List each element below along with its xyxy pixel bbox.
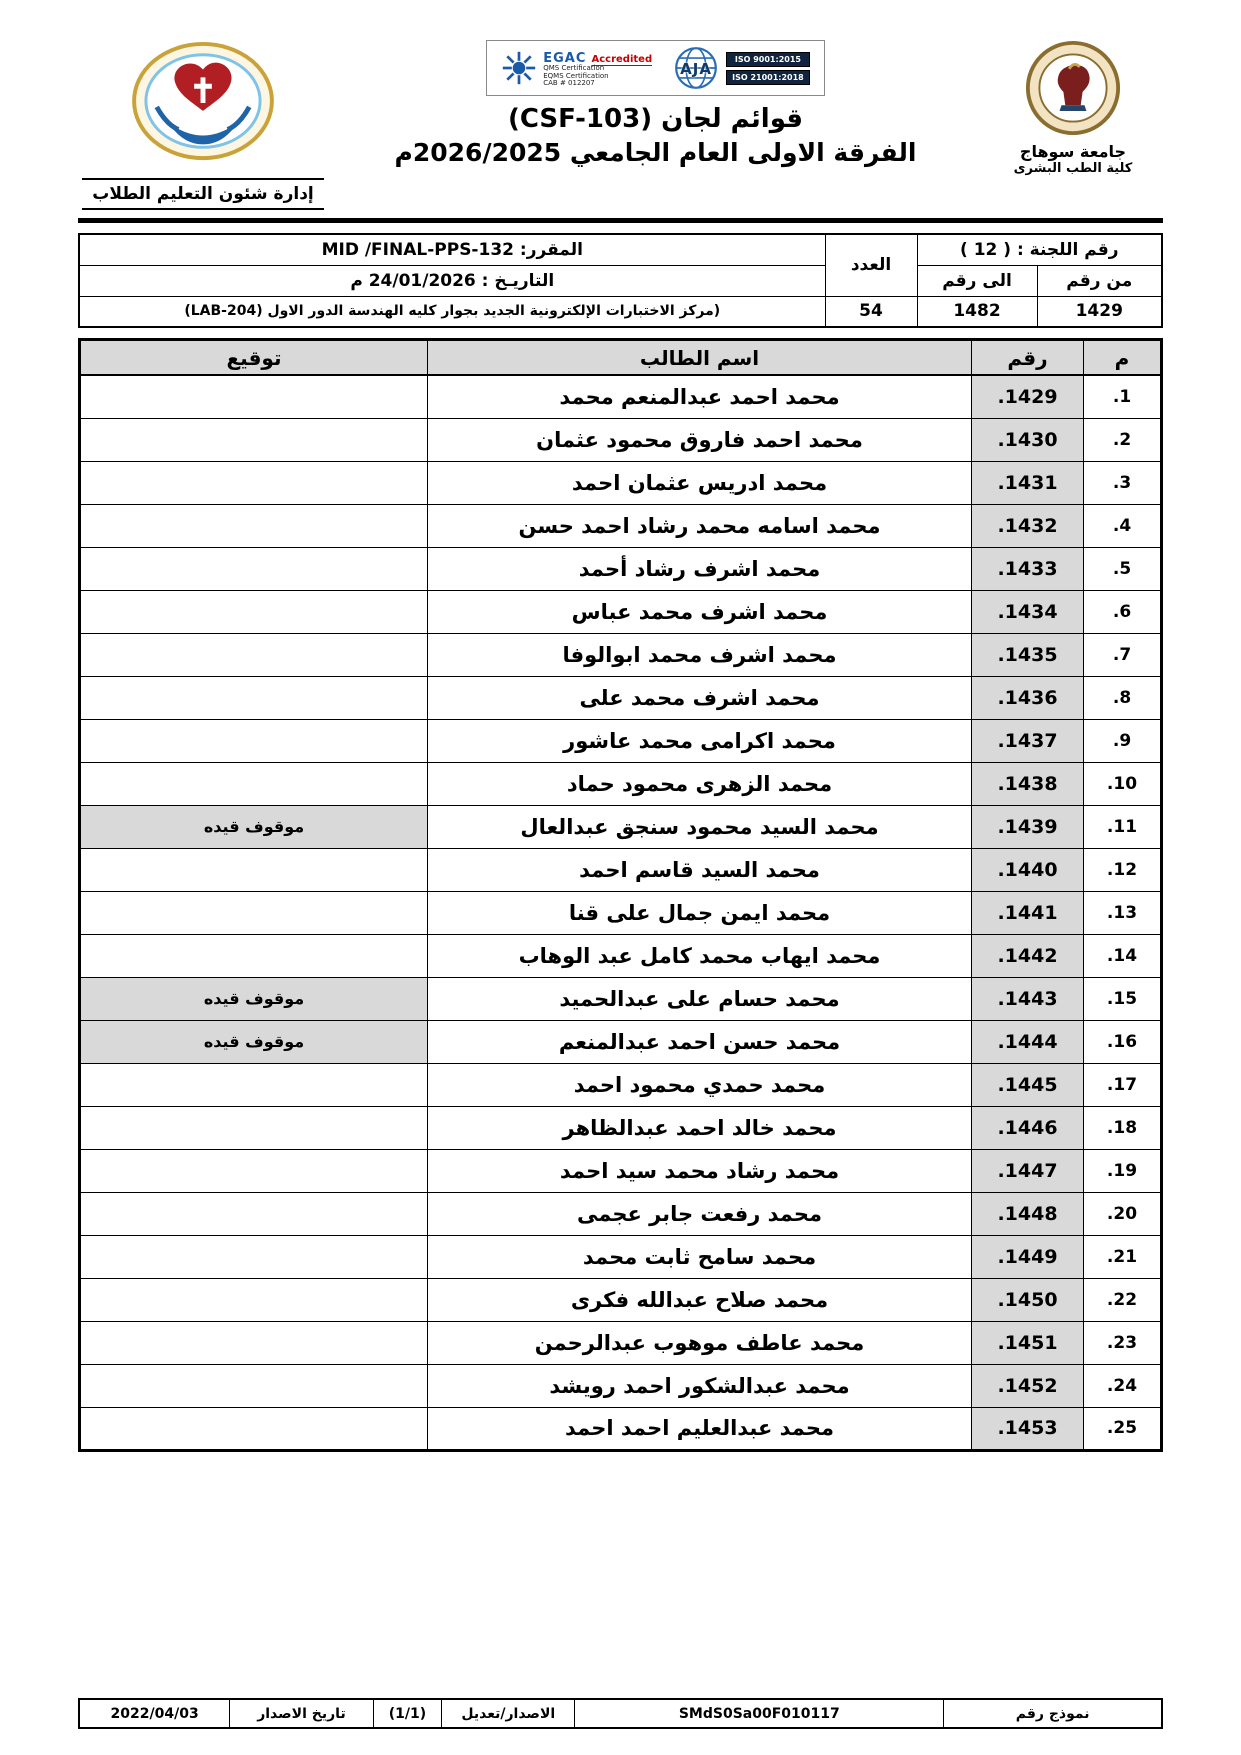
student-signature-cell <box>80 676 428 719</box>
student-name: محمد حسام على عبدالحميد <box>428 977 972 1020</box>
student-row <box>80 719 1162 762</box>
egac-emblem-icon <box>501 50 537 86</box>
egac-cert-line-1: QMS Certification <box>543 64 605 73</box>
student-number: 1444. <box>972 1020 1084 1063</box>
student-signature-cell <box>80 375 428 418</box>
student-row <box>80 1321 1162 1364</box>
student-name: محمد خالد احمد عبدالظاهر <box>428 1106 972 1149</box>
student-number: 1429. <box>972 375 1084 418</box>
student-row <box>80 461 1162 504</box>
info-row-3 <box>79 296 1162 327</box>
student-number: 1430. <box>972 418 1084 461</box>
student-row <box>80 1192 1162 1235</box>
student-signature-cell: موقوف قيده <box>80 977 428 1020</box>
sohag-university-logo-icon <box>1025 40 1121 136</box>
student-signature-cell <box>80 1364 428 1407</box>
department-block <box>78 40 328 210</box>
student-name: محمد السيد محمود سنجق عبدالعال <box>428 805 972 848</box>
student-name: محمد رفعت جابر عجمى <box>428 1192 972 1235</box>
committee-number: رقم اللجنة : ( 12 ) <box>917 234 1162 265</box>
student-row <box>80 676 1162 719</box>
student-signature-cell <box>80 1407 428 1450</box>
student-number: 1448. <box>972 1192 1084 1235</box>
student-name: محمد صلاح عبدالله فكرى <box>428 1278 972 1321</box>
student-row <box>80 504 1162 547</box>
form-number-label: نموذج رقم <box>944 1699 1162 1728</box>
document-title: قوائم لجان (CSF-103) <box>507 104 804 134</box>
student-serial: 19. <box>1084 1149 1162 1192</box>
student-row <box>80 891 1162 934</box>
egac-name: EGAC <box>543 50 587 66</box>
to-number-label: الى رقم <box>917 265 1037 296</box>
student-name: محمد عاطف موهوب عبدالرحمن <box>428 1321 972 1364</box>
student-number: 1435. <box>972 633 1084 676</box>
info-row-2 <box>79 265 1162 296</box>
student-number: 1447. <box>972 1149 1084 1192</box>
student-signature-cell: موقوف قيده <box>80 805 428 848</box>
iso-certifications <box>726 52 810 85</box>
university-block <box>983 40 1163 176</box>
student-row <box>80 977 1162 1020</box>
department-label: إدارة شئون التعليم الطلاب <box>82 178 324 210</box>
student-serial: 23. <box>1084 1321 1162 1364</box>
issue-date-label: تاريخ الاصدار <box>230 1699 373 1728</box>
faculty-of-medicine-logo-icon <box>128 40 278 166</box>
student-signature-cell: موقوف قيده <box>80 1020 428 1063</box>
count-label: العدد <box>825 234 917 296</box>
header-student-name: اسم الطالب <box>428 340 972 376</box>
student-number: 1443. <box>972 977 1084 1020</box>
student-name: محمد السيد قاسم احمد <box>428 848 972 891</box>
egac-text <box>543 49 652 88</box>
student-row <box>80 1278 1162 1321</box>
student-row <box>80 547 1162 590</box>
student-number: 1439. <box>972 805 1084 848</box>
revision-value: (1/1) <box>373 1699 442 1728</box>
student-name: محمد اشرف محمد على <box>428 676 972 719</box>
student-number: 1432. <box>972 504 1084 547</box>
iso-21001-badge: ISO 21001:2018 <box>726 70 810 85</box>
egac-accredited-label: Accredited <box>591 53 653 65</box>
student-name: محمد اشرف محمد عباس <box>428 590 972 633</box>
student-row <box>80 1364 1162 1407</box>
student-name: محمد اسامه محمد رشاد احمد حسن <box>428 504 972 547</box>
accreditation-box <box>486 40 825 96</box>
student-number: 1446. <box>972 1106 1084 1149</box>
student-name: محمد اكرامى محمد عاشور <box>428 719 972 762</box>
students-table-body <box>80 375 1162 1450</box>
exam-location: (مركز الاختبارات الإلكترونية الجديد بجوار كليه الهندسة الدور الاول (LAB-204) <box>79 296 825 327</box>
student-serial: 10. <box>1084 762 1162 805</box>
students-table-header-row <box>80 340 1162 376</box>
student-name: محمد رشاد محمد سيد احمد <box>428 1149 972 1192</box>
document-subtitle: الفرقة الاولى العام الجامعي 2026/2025م <box>394 138 917 167</box>
student-number: 1452. <box>972 1364 1084 1407</box>
university-name: جامعة سوهاج <box>1019 142 1127 161</box>
student-signature-cell <box>80 504 428 547</box>
exam-info-table <box>78 233 1163 328</box>
student-serial: 13. <box>1084 891 1162 934</box>
student-name: محمد عبدالشكور احمد رويشد <box>428 1364 972 1407</box>
student-signature-cell <box>80 891 428 934</box>
student-row <box>80 590 1162 633</box>
student-number: 1442. <box>972 934 1084 977</box>
aja-name: AJA <box>680 60 712 78</box>
students-table <box>78 338 1163 1452</box>
from-number-label: من رقم <box>1037 265 1162 296</box>
student-name: محمد ادريس عثمان احمد <box>428 461 972 504</box>
student-signature-cell <box>80 418 428 461</box>
egac-cert-line-2: EQMS Certification <box>543 71 609 80</box>
student-row <box>80 848 1162 891</box>
student-serial: 15. <box>1084 977 1162 1020</box>
student-name: محمد ايهاب محمد كامل عبد الوهاب <box>428 934 972 977</box>
student-row <box>80 1407 1162 1450</box>
student-serial: 17. <box>1084 1063 1162 1106</box>
student-number: 1431. <box>972 461 1084 504</box>
to-number-value: 1482 <box>917 296 1037 327</box>
student-serial: 5. <box>1084 547 1162 590</box>
student-name: محمد ايمن جمال على قنا <box>428 891 972 934</box>
student-name: محمد اشرف رشاد أحمد <box>428 547 972 590</box>
student-signature-cell <box>80 1321 428 1364</box>
student-signature-cell <box>80 719 428 762</box>
header-signature: توقيع <box>80 340 428 376</box>
form-number-value: SMdS0Sa00F010117 <box>575 1699 944 1728</box>
issue-date-value: 2022/04/03 <box>79 1699 230 1728</box>
student-name: محمد اشرف محمد ابوالوفا <box>428 633 972 676</box>
student-number: 1453. <box>972 1407 1084 1450</box>
student-row <box>80 1149 1162 1192</box>
student-signature-cell <box>80 1192 428 1235</box>
student-serial: 4. <box>1084 504 1162 547</box>
student-serial: 6. <box>1084 590 1162 633</box>
student-serial: 8. <box>1084 676 1162 719</box>
header-serial: م <box>1084 340 1162 376</box>
exam-date: التاريـخ : 24/01/2026 م <box>79 265 825 296</box>
student-name: محمد عبدالعليم احمد احمد <box>428 1407 972 1450</box>
student-serial: 7. <box>1084 633 1162 676</box>
student-row <box>80 762 1162 805</box>
student-signature-cell <box>80 590 428 633</box>
student-serial: 21. <box>1084 1235 1162 1278</box>
student-serial: 25. <box>1084 1407 1162 1450</box>
student-serial: 24. <box>1084 1364 1162 1407</box>
student-serial: 2. <box>1084 418 1162 461</box>
student-number: 1437. <box>972 719 1084 762</box>
student-number: 1440. <box>972 848 1084 891</box>
student-signature-cell <box>80 1235 428 1278</box>
aja-logo <box>674 46 810 90</box>
student-row <box>80 805 1162 848</box>
student-signature-cell <box>80 1106 428 1149</box>
student-row <box>80 418 1162 461</box>
student-number: 1433. <box>972 547 1084 590</box>
course-code: المقرر: MID /FINAL-PPS-132 <box>79 234 825 265</box>
egac-cert-line-3: CAB # 012207 <box>543 79 595 88</box>
student-serial: 20. <box>1084 1192 1162 1235</box>
student-number: 1434. <box>972 590 1084 633</box>
student-serial: 9. <box>1084 719 1162 762</box>
student-name: محمد احمد فاروق محمود عثمان <box>428 418 972 461</box>
from-number-value: 1429 <box>1037 296 1162 327</box>
student-signature-cell <box>80 762 428 805</box>
student-number: 1445. <box>972 1063 1084 1106</box>
student-number: 1441. <box>972 891 1084 934</box>
student-row <box>80 375 1162 418</box>
student-signature-cell <box>80 848 428 891</box>
footer-row <box>79 1699 1162 1728</box>
student-serial: 16. <box>1084 1020 1162 1063</box>
document-header <box>78 40 1163 210</box>
student-number: 1449. <box>972 1235 1084 1278</box>
egac-logo <box>501 49 652 88</box>
faculty-name: كلية الطب البشرى <box>1013 161 1133 176</box>
info-row-1 <box>79 234 1162 265</box>
student-signature-cell <box>80 461 428 504</box>
student-signature-cell <box>80 1149 428 1192</box>
revision-label: الاصدار/تعديل <box>442 1699 575 1728</box>
student-row <box>80 934 1162 977</box>
student-signature-cell <box>80 1278 428 1321</box>
header-number: رقم <box>972 340 1084 376</box>
student-row <box>80 1063 1162 1106</box>
student-number: 1450. <box>972 1278 1084 1321</box>
student-serial: 22. <box>1084 1278 1162 1321</box>
student-signature-cell <box>80 547 428 590</box>
student-row <box>80 1235 1162 1278</box>
count-value: 54 <box>825 296 917 327</box>
student-serial: 12. <box>1084 848 1162 891</box>
header-center-block <box>328 40 983 167</box>
student-name: محمد حمدي محمود احمد <box>428 1063 972 1106</box>
student-row <box>80 1106 1162 1149</box>
student-serial: 3. <box>1084 461 1162 504</box>
student-number: 1451. <box>972 1321 1084 1364</box>
student-serial: 18. <box>1084 1106 1162 1149</box>
student-name: محمد سامح ثابت محمد <box>428 1235 972 1278</box>
student-row <box>80 633 1162 676</box>
student-name: محمد احمد عبدالمنعم محمد <box>428 375 972 418</box>
student-name: محمد حسن احمد عبدالمنعم <box>428 1020 972 1063</box>
student-signature-cell <box>80 934 428 977</box>
student-number: 1438. <box>972 762 1084 805</box>
student-serial: 1. <box>1084 375 1162 418</box>
student-row <box>80 1020 1162 1063</box>
student-serial: 14. <box>1084 934 1162 977</box>
student-signature-cell <box>80 1063 428 1106</box>
student-number: 1436. <box>972 676 1084 719</box>
header-divider <box>78 218 1163 223</box>
student-serial: 11. <box>1084 805 1162 848</box>
footer-table <box>78 1698 1163 1729</box>
student-signature-cell <box>80 633 428 676</box>
student-name: محمد الزهرى محمود حماد <box>428 762 972 805</box>
document-footer <box>78 1698 1163 1729</box>
iso-9001-badge: ISO 9001:2015 <box>726 52 810 67</box>
